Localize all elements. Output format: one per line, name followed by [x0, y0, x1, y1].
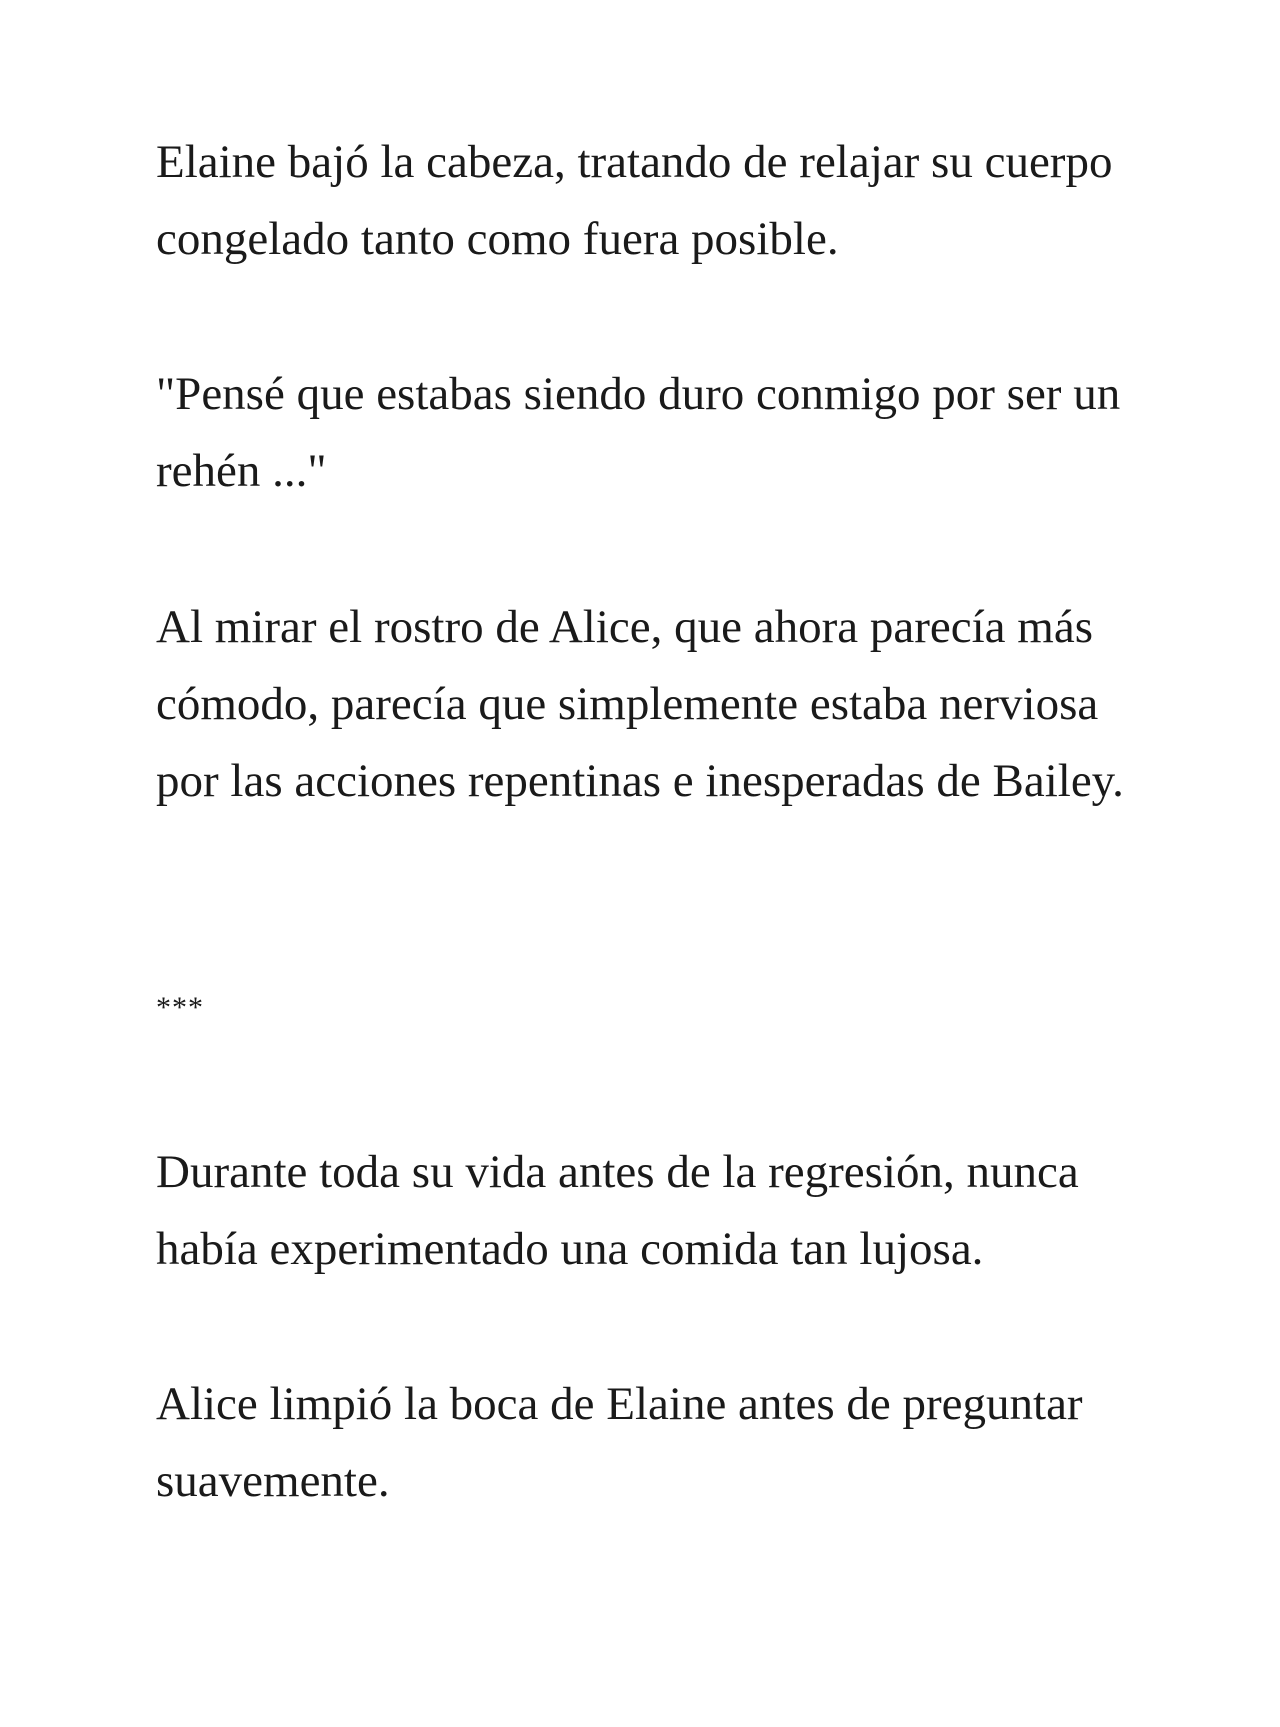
paragraph-2: "Pensé que estabas siendo duro conmigo por ser un rehén ..."	[156, 368, 1121, 497]
paragraph-5: Alice limpió la boca de Elaine antes de preguntar suavemente.	[156, 1378, 1083, 1507]
paragraph-4: Durante toda su vida antes de la regresión, nunca había experimentado una comida tan lujosa.	[156, 1146, 1079, 1275]
scene-separator: ***	[156, 991, 204, 1024]
paragraph-3: Al mirar el rostro de Alice, que ahora parecía más cómodo, parecía que simplemente estaba nerviosa por las acciones repentinas e inesperadas de Bailey.	[156, 601, 1124, 807]
paragraph-1: Elaine bajó la cabeza, tratando de relajar su cuerpo congelado tanto como fuera posible.	[156, 136, 1113, 265]
